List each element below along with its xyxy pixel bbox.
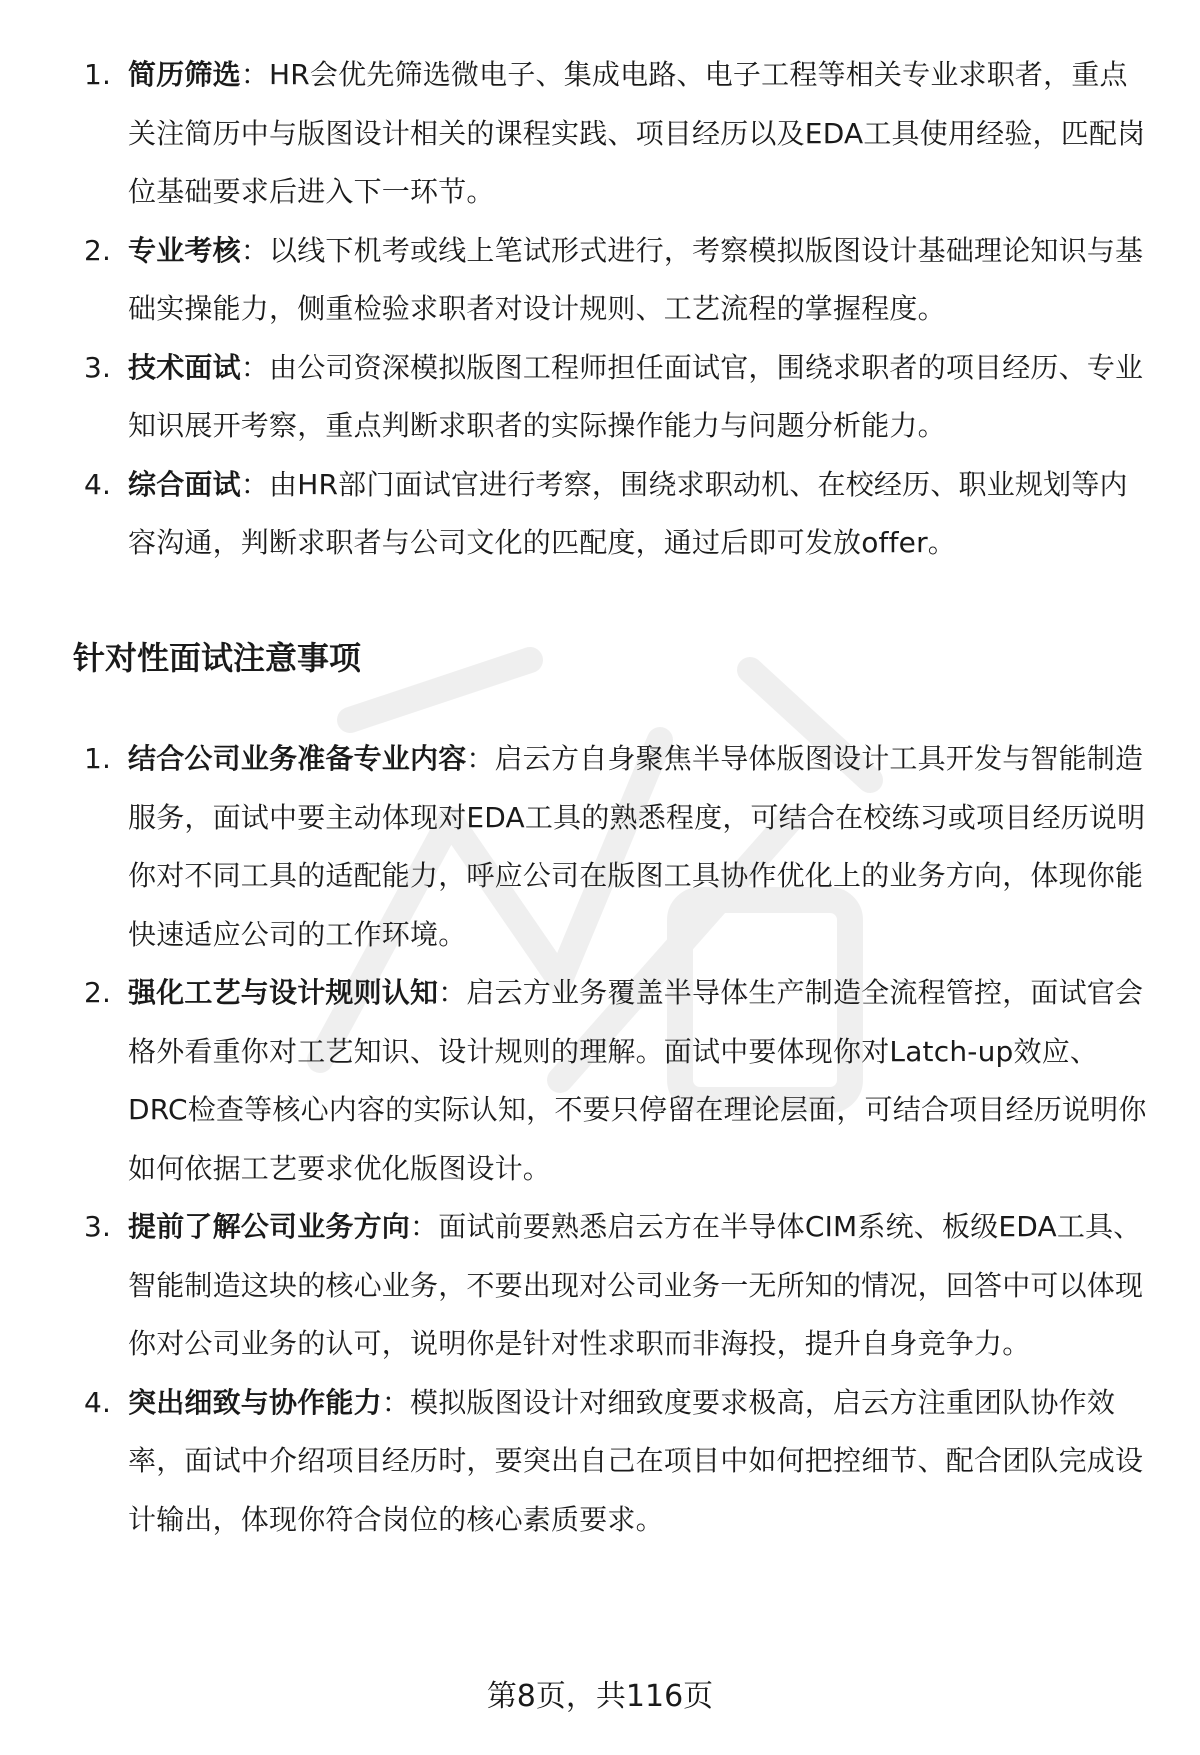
list-item-term: 综合面试 xyxy=(128,467,241,501)
list-item-number: 2. xyxy=(84,233,112,267)
list-item-term: 突出细致与协作能力 xyxy=(128,1385,382,1419)
list-item-separator: ： xyxy=(240,233,270,267)
list-item-text: 启云方业务覆盖半导体生产制造全流程管控，面试官会格外看重你对工艺知识、设计规则的理解。面试中要体现你对Latch-up效应、DRC检查等核心内容的实际认知，不要只停留在理论层面，可结合项目经历说明你如何依据工艺要求优化版图设计。 xyxy=(128,976,1147,1185)
list-item-separator: ： xyxy=(240,467,270,501)
list-item-separator: ： xyxy=(381,1385,411,1419)
list-item-separator: ： xyxy=(466,742,495,775)
section-heading: 针对性面试注意事项 xyxy=(73,639,362,677)
list-item xyxy=(0,730,1200,964)
list-item xyxy=(0,222,1200,339)
list-item-number: 1. xyxy=(84,742,112,775)
list-item-text: 模拟版图设计对细致度要求极高，启云方注重团队协作效率，面试中介绍项目经历时，要突出自己在项目中如何把控细节、配合团队完成设计输出，体现你符合岗位的核心素质要求。 xyxy=(128,1385,1144,1536)
interview-tips-list xyxy=(0,730,1200,1549)
list-item-text: 以线下机考或线上笔试形式进行，考察模拟版图设计基础理论知识与基础实操能力，侧重检验求职者对设计规则、工艺流程的掌握程度。 xyxy=(128,233,1144,325)
list-item-term: 提前了解公司业务方向 xyxy=(128,1210,411,1243)
list-item-text: 启云方自身聚焦半导体版图设计工具开发与智能制造服务，面试中要主动体现对EDA工具的熟悉程度，可结合在校练习或项目经历说明你对不同工具的适配能力，呼应公司在版图工具协作优化上的业务方向，体现你能快速适应公司的工作环境。 xyxy=(128,742,1146,951)
list-item-number: 4. xyxy=(84,467,112,501)
list-item-number: 4. xyxy=(84,1385,112,1419)
list-item-number: 3. xyxy=(84,350,112,384)
list-item-term: 技术面试 xyxy=(128,350,241,384)
list-item-term: 专业考核 xyxy=(128,233,241,267)
list-item-number: 1. xyxy=(84,58,112,91)
list-item-number: 3. xyxy=(84,1210,112,1243)
list-item-text: 面试前要熟悉启云方在半导体CIM系统、板级EDA工具、智能制造这块的核心业务，不要出现对公司业务一无所知的情况，回答中可以体现你对公司业务的认可，说明你是针对性求职而非海投，提升自身竞争力。 xyxy=(128,1210,1144,1360)
list-item xyxy=(0,964,1200,1198)
list-item-text: 由公司资深模拟版图工程师担任面试官，围绕求职者的项目经历、专业知识展开考察，重点判断求职者的实际操作能力与问题分析能力。 xyxy=(128,350,1144,442)
list-item-separator: ： xyxy=(438,976,467,1009)
list-item-text: 由HR部门面试官进行考察，围绕求职动机、在校经历、职业规划等内容沟通，判断求职者与公司文化的匹配度，通过后即可发放offer。 xyxy=(128,467,1128,559)
list-item-text: HR会优先筛选微电子、集成电路、电子工程等相关专业求职者，重点关注简历中与版图设计相关的课程实践、项目经历以及EDA工具使用经验，匹配岗位基础要求后进入下一环节。 xyxy=(128,58,1146,208)
page-number-footer: 第8页，共116页 xyxy=(486,1679,714,1714)
list-item-separator: ： xyxy=(240,350,270,384)
list-item xyxy=(0,456,1200,573)
hiring-process-list xyxy=(0,46,1200,573)
list-item xyxy=(0,339,1200,456)
list-item-separator: ： xyxy=(240,58,270,91)
list-item-separator: ： xyxy=(410,1210,439,1243)
list-item-term: 结合公司业务准备专业内容 xyxy=(128,742,467,775)
list-item-term: 强化工艺与设计规则认知 xyxy=(128,976,439,1009)
list-item xyxy=(0,1198,1200,1374)
list-item xyxy=(0,46,1200,222)
list-item-number: 2. xyxy=(84,976,112,1009)
list-item-term: 简历筛选 xyxy=(128,58,241,91)
list-item xyxy=(0,1374,1200,1550)
